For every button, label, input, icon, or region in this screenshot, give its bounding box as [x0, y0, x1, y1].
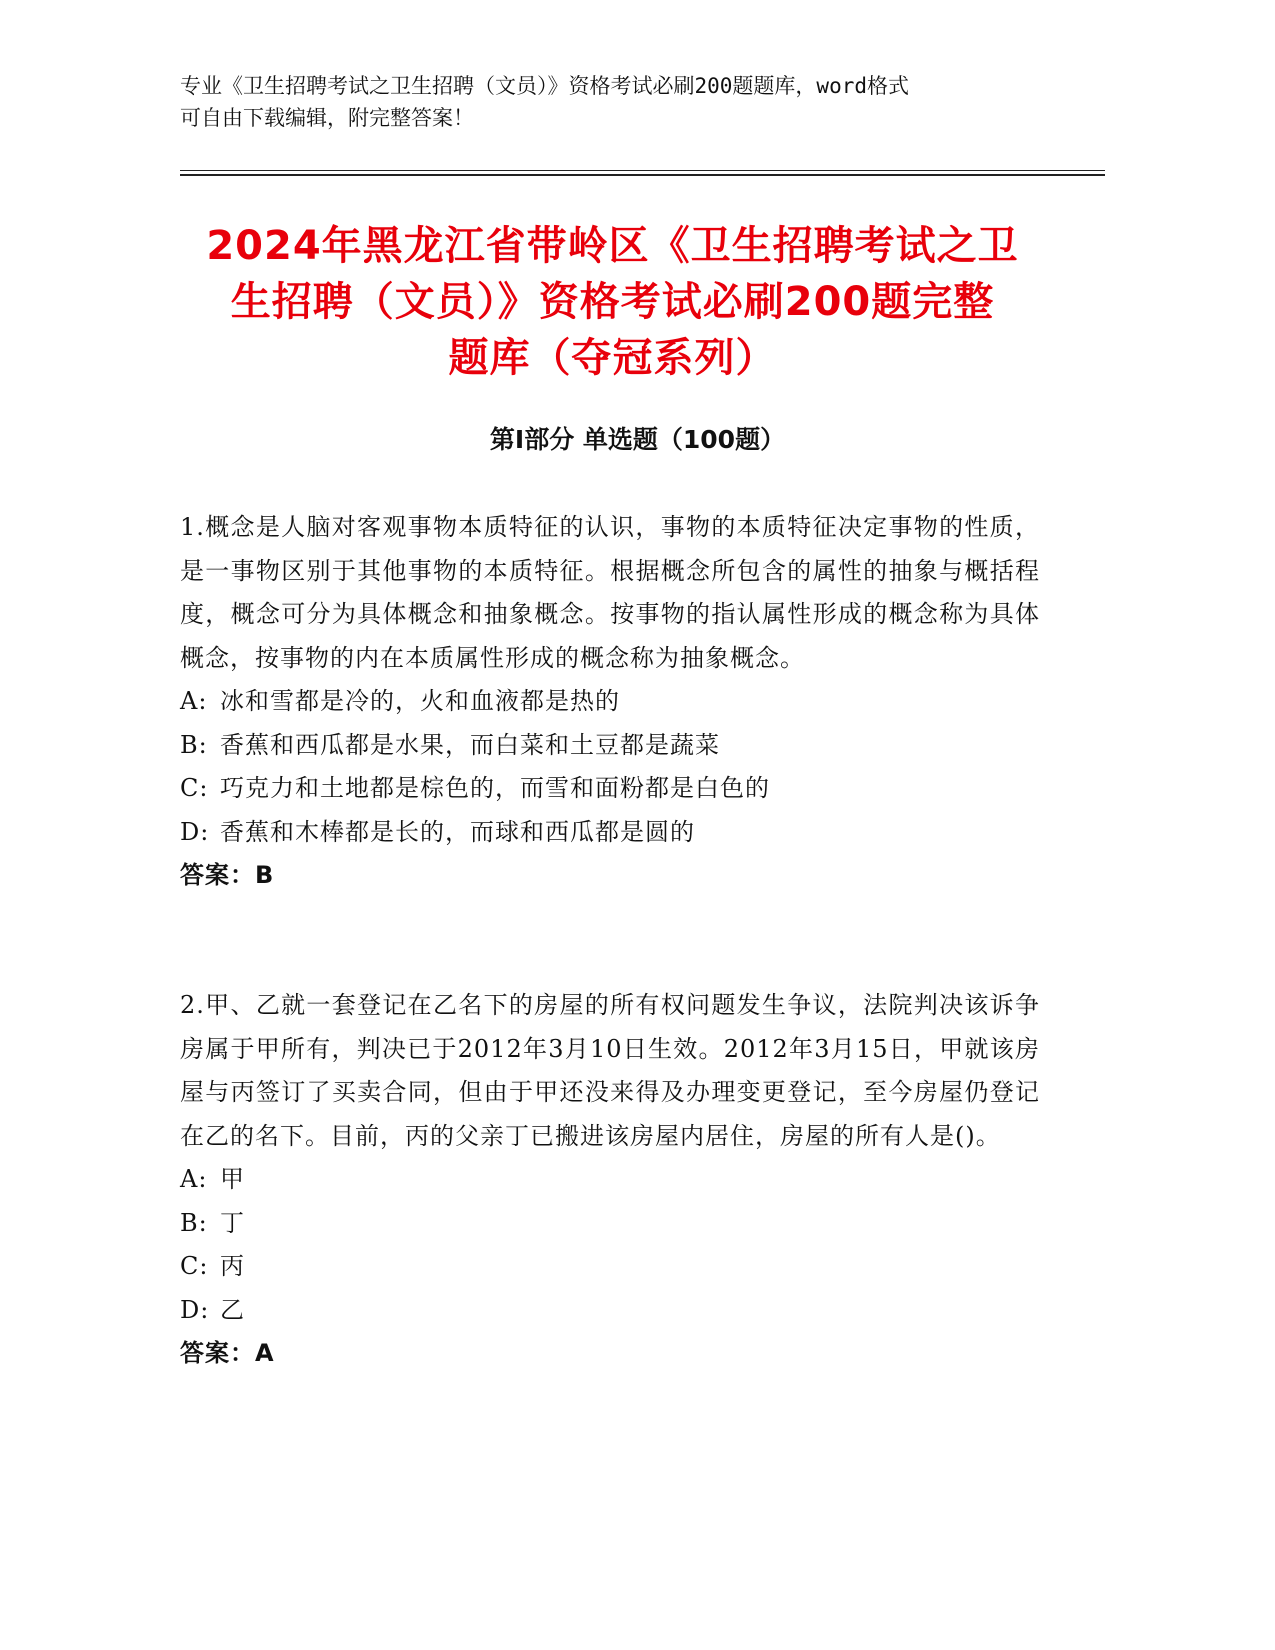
- option-letter: B:: [180, 1208, 208, 1237]
- option-letter: A:: [180, 1165, 208, 1193]
- question-1: [180, 506, 1040, 898]
- option-text: 乙: [220, 1295, 245, 1324]
- question-1-option-c: [180, 767, 1040, 811]
- question-1-answer: 答案：B: [180, 861, 275, 889]
- question-2-text: 2.甲、乙就一套登记在乙名下的房屋的所有权问题发生争议，法院判决该诉争房属于甲所有，判决已于2012年3月10日生效。2012年3月15日，甲就该房屋与丙签订了买卖合同，但由于甲还没来得及办理变更登记，至今房屋仍登记在乙的名下。目前，丙的父亲丁已搬进该房屋内居住，房屋的所有人是()。: [180, 991, 1040, 1150]
- option-letter: B:: [180, 730, 208, 759]
- question-2-answer: 答案：A: [180, 1339, 275, 1367]
- question-1-option-d: [180, 811, 1040, 855]
- header-divider-bottom: [180, 174, 1105, 176]
- option-text: 巧克力和土地都是棕色的，而雪和面粉都是白色的: [220, 774, 770, 802]
- section-heading: 第Ⅰ部分 单选题（100题）: [489, 425, 786, 454]
- question-2-option-a: [180, 1158, 1040, 1202]
- question-2-option-d: [180, 1289, 1040, 1333]
- option-letter: D:: [180, 1295, 210, 1324]
- intro-line-1: 专业《卫生招聘考试之卫生招聘（文员）》资格考试必刷200题题库，word格式: [180, 74, 909, 98]
- header-intro: [180, 70, 1060, 134]
- option-text: 香蕉和西瓜都是水果，而白菜和土豆都是蔬菜: [220, 730, 720, 759]
- question-2-options: [180, 1158, 1040, 1332]
- document-title: [150, 218, 1075, 386]
- header-divider-top: [180, 170, 1105, 171]
- question-1-option-b: [180, 724, 1040, 768]
- question-1-options: [180, 680, 1040, 854]
- question-1-text: 1.概念是人脑对客观事物本质特征的认识，事物的本质特征决定事物的性质，是一事物区别于其他事物的本质特征。根据概念所包含的属性的抽象与概括程度，概念可分为具体概念和抽象概念。按事物的指认属性形成的概念称为具体概念，按事物的内在本质属性形成的概念称为抽象概念。: [180, 513, 1040, 672]
- option-text: 丁: [220, 1208, 245, 1237]
- option-letter: D:: [180, 817, 210, 846]
- option-text: 香蕉和木棒都是长的，而球和西瓜都是圆的: [220, 817, 695, 846]
- question-2-option-c: [180, 1245, 1040, 1289]
- question-2-option-b: [180, 1202, 1040, 1246]
- option-text: 丙: [220, 1252, 245, 1280]
- option-letter: C:: [180, 1252, 209, 1280]
- option-text: 甲: [220, 1165, 245, 1193]
- title-line-2: 生招聘（文员）》资格考试必刷200题完整: [230, 279, 995, 325]
- title-line-1: 2024年黑龙江省带岭区《卫生招聘考试之卫: [206, 223, 1019, 269]
- option-letter: A:: [180, 687, 208, 715]
- title-line-3: 题库（夺冠系列）: [448, 335, 777, 381]
- option-letter: C:: [180, 774, 209, 802]
- intro-line-2: 可自由下载编辑，附完整答案！: [180, 106, 474, 130]
- question-2: [180, 984, 1040, 1376]
- question-1-option-a: [180, 680, 1040, 724]
- option-text: 冰和雪都是冷的，火和血液都是热的: [220, 687, 620, 715]
